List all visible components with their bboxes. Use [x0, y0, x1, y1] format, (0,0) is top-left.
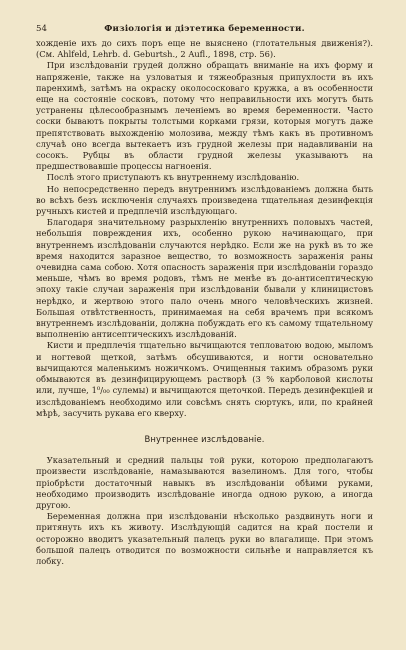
body-text [36, 38, 373, 567]
paragraph-fingers: Указательный и средний пальцы той руки, которою предполагаютъ произвести изслѣдованiе, намазываются вазелиномъ. Для того, чтобы прiобрѣсти достаточный навыкъ въ изслѣдованiи обѣими руками, необходимо производить изслѣдованiе иногда одною рукою, а иногда другою. [36, 455, 373, 510]
paragraph-breast-exam: При изслѣдованiи грудей должно обращать вниманiе на ихъ форму и напряженiе, также на узловатыя и тяжеобразныя припухлости въ ихъ паренхимѣ, затѣмъ на окраску околососковаго кружка, а въ особенности еще на состоянiе сосковъ, потому что неправильности ихъ могутъ быть устранены цѣлесообразнымъ леченiемъ во время беременности. Часто соски бываютъ покрыты толстыми корками грязи, которыя могутъ даже препятствовать выхожденiю молозива, между тѣмъ какъ въ противномъ случаѣ оно всегда вытекаетъ изъ грудной железы при надавливанiи на сосокъ. Рубцы въ области грудной железы указываютъ на предшествовавшiе процессы нагноенiя. [36, 60, 373, 172]
section-heading: Внутреннее изслѣдованiе. [144, 433, 265, 444]
paragraph-hand-cleaning: Кисти и предплечiя тщательно вычищаются тепловатою водою, мыломъ и ногтевой щеткой, затѣмъ обсушиваются, и ногти основательно вычищаются маленькимъ ножичкомъ. Очищенныя такимъ образомъ руки обмываются въ дезинфицирующемъ растворѣ (3 % карболовой кислоты или, лучше, 1⁰/₀₀ сулемы) и вычищаются щеточкой. Передъ дезинфекцiей и изслѣдованiемъ необходимо или совсѣмъ снять сюртукъ, или, по крайней мѣрѣ, засучить рукава его кверху. [36, 340, 373, 418]
paragraph-position: Беременная должна при изслѣдованiи нѣсколько раздвинуть ноги и притянуть ихъ къ животу. Изслѣдующiй садится на край постели и осторожно вводитъ указательный палецъ руки во влагалище. При этомъ большой палецъ отводится по возможности сильнѣе и направляется къ лобку. [36, 511, 373, 566]
running-title: Физiологiя и дiэтетика беременности. [104, 24, 305, 34]
paragraph-continuation: хожденiе ихъ до сихъ поръ еще не выяснено (глотательныя движенiя?). (См. Ahlfeld, Lehrb. d. Geburtsh., 2 Aufl., 1898, стр. 56). [36, 38, 373, 60]
page-header [36, 24, 373, 35]
paragraph-disinfection: Но непосредственно передъ внутреннимъ изслѣдованiемъ должна быть во всѣхъ безъ исключенiя случаяхъ произведена тщательная дезинфекцiя ручныхъ кистей и предплечiй изслѣдующаго. [36, 183, 373, 217]
page-number: 54 [36, 24, 47, 34]
paragraph-infection-risk: Благодаря значительному разрыхленiю внутреннихъ половыхъ частей, небольшiя повреждения ихъ, особенно рукою начинающаго, при внутреннемъ изслѣдованiи случаются нерѣдко. Если же на рукѣ въ то же время находится заразное вещество, то возможность зараженiя раны очевидна сама собою. Хотя опасность зараженiя при изслѣдованiи гораздо меньше, чѣмъ во время родовъ, тѣмъ не менѣе въ до-антисептическую эпоху такiе случаи зараженiя при изслѣдованiи бывали у клиницистовъ нерѣдко, и жертвою этого пало очень много человѣческихъ жизней. Большая отвѣтственность, принимаемая на себя врачемъ при всякомъ внутреннемъ изслѣдованiи, должна побуждать его къ самому тщательному выполненiю антисептическихъ изслѣдованiй. [36, 217, 373, 340]
paragraph-internal-exam-intro: Послѣ этого приступаютъ къ внутреннему изслѣдованiю. [46, 172, 300, 183]
